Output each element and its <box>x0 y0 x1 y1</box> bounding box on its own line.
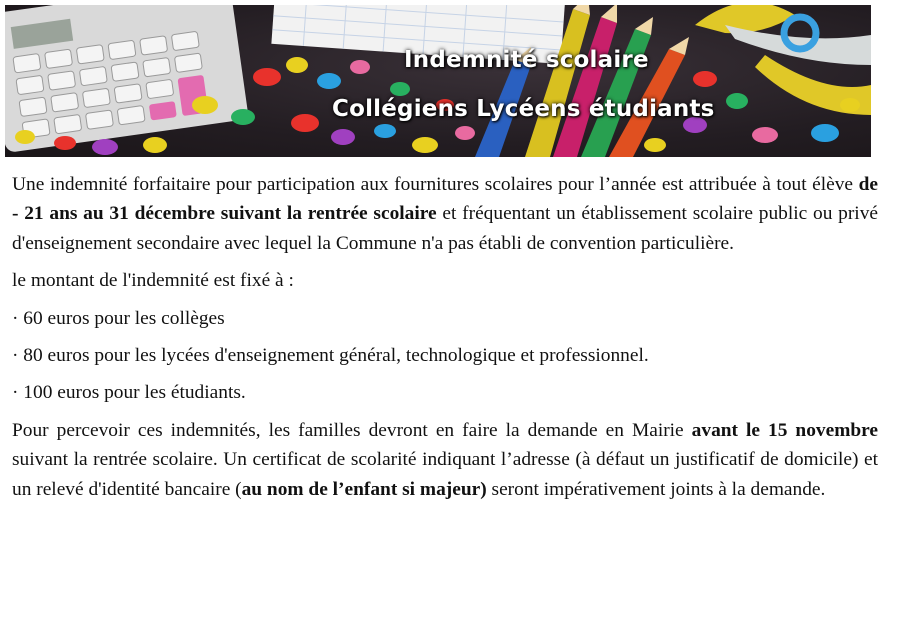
procedure-text: Pour percevoir ces indemnités, les familles devront en faire la demande en Mairie <box>12 419 692 441</box>
banner-subtitle: Collégiens Lycéens étudiants <box>332 96 715 122</box>
amount-lycee: · 80 euros pour les lycées d'enseignement général, technologique et professionnel. <box>12 345 649 367</box>
intro-text-end: et fréquentant un établissement scolaire public ou privé d'enseignement secondaire avec lequel la Commune n'a pas établi de convention particulière. <box>12 203 878 254</box>
banner-title: Indemnité scolaire <box>404 47 649 73</box>
age-condition: de - 21 ans au 31 décembre suivant la rentrée scolaire <box>12 174 878 225</box>
school-supplies-image <box>5 5 871 157</box>
intro-text: Une indemnité forfaitaire pour participation aux fournitures scolaires pour l’année est attribuée à tout élève <box>12 174 859 195</box>
calculator-icon <box>5 5 249 153</box>
deadline: avant le 15 novembre <box>691 419 878 441</box>
amount-intro: le montant de l'indemnité est fixé à : <box>12 270 294 292</box>
header-banner <box>5 5 871 157</box>
procedure-paragraph <box>12 416 878 504</box>
intro-paragraph <box>12 170 878 258</box>
procedure-text-end: seront impérativement joints à la demande. <box>486 478 826 500</box>
amount-etudiant: · 100 euros pour les étudiants. <box>12 382 246 404</box>
amount-college: · 60 euros pour les collèges <box>12 307 225 329</box>
account-holder-condition: au nom de l’enfant si majeur) <box>241 478 487 500</box>
document-body <box>12 170 878 504</box>
procedure-text-middle: suivant la rentrée scolaire. Un certificat de scolarité indiquant l’adresse (à défaut un justificatif de domicile) et un relevé d'identité bancaire ( <box>12 449 878 500</box>
